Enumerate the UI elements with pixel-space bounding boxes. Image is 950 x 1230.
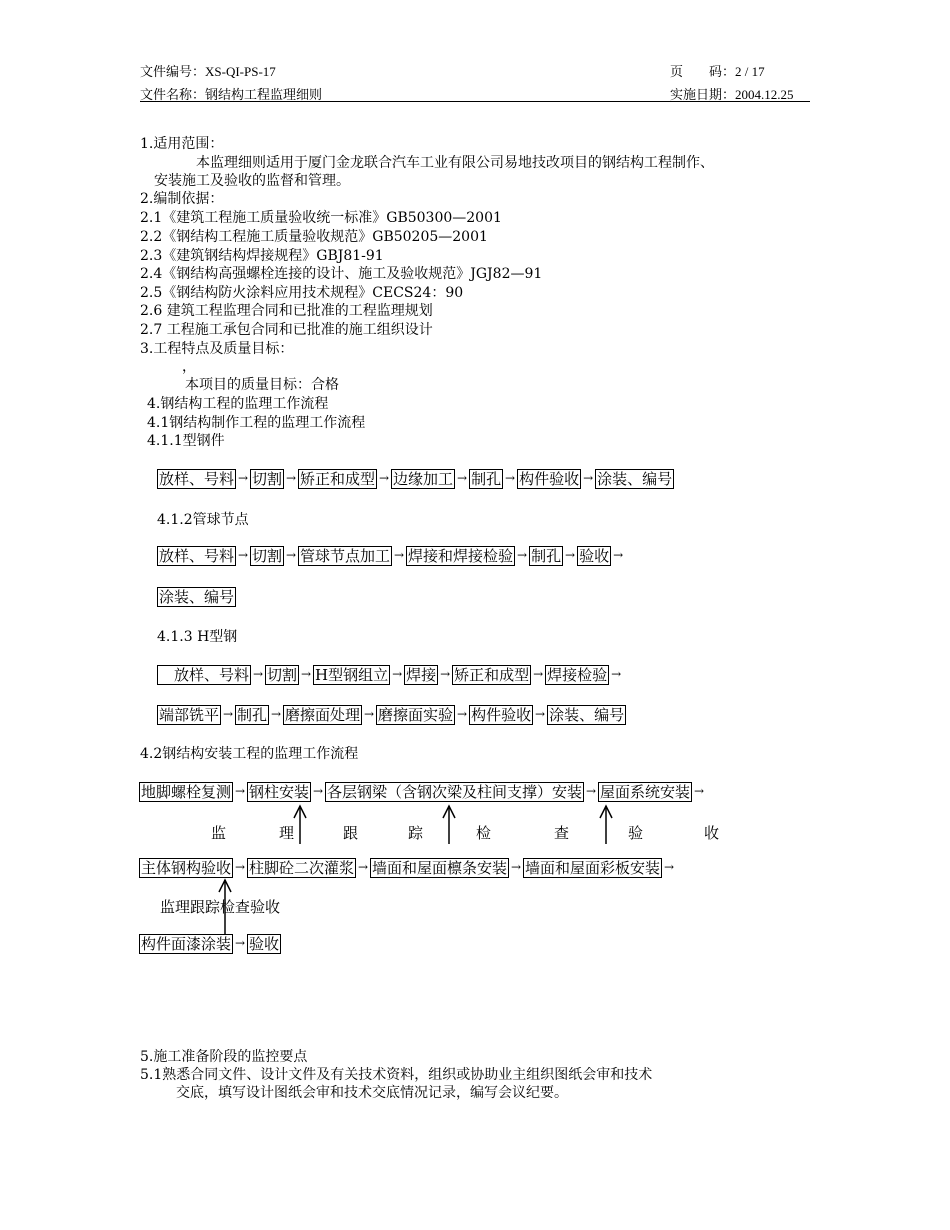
flow-step-box: 焊接 bbox=[406, 666, 437, 684]
flow-step-box: 边缘加工 bbox=[393, 470, 454, 488]
flow-step-box: 柱脚砼二次灌浆 bbox=[249, 859, 355, 877]
s2-item: 2.4《钢结构高强螺栓连接的设计、施工及验收规范》JGJ82—91 bbox=[140, 266, 543, 282]
right-arrow-icon: → bbox=[222, 707, 234, 721]
s2-item: 2.6 建筑工程监理合同和已批准的工程监理规划 bbox=[140, 303, 433, 319]
s411-title: 4.1.1型钢件 bbox=[147, 433, 225, 449]
s41-title: 4.1钢结构制作工程的监理工作流程 bbox=[147, 415, 366, 431]
right-arrow-icon: → bbox=[252, 667, 264, 681]
flow-step-box: 地脚螺栓复测 bbox=[141, 783, 232, 801]
flow-413-row2 bbox=[157, 705, 626, 726]
supervision-char: 监 bbox=[211, 824, 227, 842]
flow-step-box: 墙面和屋面檩条安装 bbox=[372, 859, 508, 877]
flow-step-box: 涂装、编号 bbox=[597, 470, 673, 488]
right-arrow-icon: → bbox=[286, 548, 297, 562]
s1-para-line2: 安装施工及验收的监督和管理。 bbox=[154, 173, 350, 189]
right-arrow-icon: → bbox=[364, 707, 375, 721]
s2-item: 2.3《建筑钢结构焊接规程》GBJ81-91 bbox=[140, 248, 384, 264]
supervision-char: 跟 bbox=[343, 824, 359, 842]
right-arrow-icon: → bbox=[457, 707, 468, 721]
s2-item: 2.1《建筑工程施工质量验收统一标准》GB50300—2001 bbox=[140, 210, 502, 226]
supervision-char: 验 bbox=[628, 824, 644, 842]
flow-step-box: 磨擦面实验 bbox=[378, 706, 454, 724]
flow-step-box: 构件验收 bbox=[471, 706, 532, 724]
right-arrow-icon: → bbox=[286, 471, 297, 485]
flow-step-box: 涂装、编号 bbox=[549, 706, 625, 724]
flow-step-box: 构件面漆涂装 bbox=[141, 935, 232, 953]
flow-411 bbox=[157, 469, 674, 490]
s413-title: 4.1.3 H型钢 bbox=[157, 629, 238, 645]
right-arrow-icon: → bbox=[358, 860, 369, 874]
flow-step-box: 验收 bbox=[579, 547, 610, 565]
flow-step-box: 放样、号料 bbox=[159, 470, 235, 488]
s2-item: 2.2《钢结构工程施工质量验收规范》GB50205—2001 bbox=[140, 229, 488, 245]
right-arrow-icon: → bbox=[611, 667, 622, 681]
right-arrow-icon: → bbox=[694, 784, 705, 798]
doc-number: 文件编号：XS-QI-PS-17 bbox=[140, 64, 276, 79]
s2-item: 2.5《钢结构防火涂料应用技术规程》CECS24：90 bbox=[140, 285, 464, 301]
right-arrow-icon: → bbox=[237, 471, 249, 485]
right-arrow-icon: → bbox=[392, 667, 403, 681]
right-arrow-icon: → bbox=[394, 548, 405, 562]
right-arrow-icon: → bbox=[505, 471, 516, 485]
right-arrow-icon: → bbox=[237, 548, 249, 562]
s4-title: 4.钢结构工程的监理工作流程 bbox=[147, 396, 329, 412]
flow-step-box: 焊接和焊接检验 bbox=[408, 547, 514, 565]
flow-step-box: 焊接检验 bbox=[547, 666, 608, 684]
flow-413-row1 bbox=[157, 665, 623, 686]
right-arrow-icon: → bbox=[517, 548, 528, 562]
supervision-char: 检 bbox=[476, 824, 492, 842]
flow-step-box: 构件验收 bbox=[519, 470, 580, 488]
s51-line1: 5.1熟悉合同文件、设计文件及有关技术资料，组织或协助业主组织图纸会审和技术 bbox=[140, 1067, 653, 1083]
right-arrow-icon: → bbox=[583, 471, 594, 485]
s51-line2: 交底，填写设计图纸会审和技术交底情况记录，编写会议纪要。 bbox=[176, 1085, 568, 1101]
page-number: 页 码：2 / 17 bbox=[670, 64, 765, 79]
right-arrow-icon: → bbox=[234, 784, 246, 798]
right-arrow-icon: → bbox=[234, 860, 246, 874]
s3-comma: ， bbox=[182, 359, 196, 375]
flow-step-box: 放样、号料 bbox=[159, 666, 250, 684]
s3-goal: 本项目的质量目标：合格 bbox=[185, 377, 339, 393]
s1-title: 1.适用范围： bbox=[140, 136, 224, 152]
s5-title: 5.施工准备阶段的监控要点 bbox=[140, 1049, 308, 1065]
flow-step-box: H型钢组立 bbox=[315, 666, 389, 684]
flow-step-box: 管球节点加工 bbox=[300, 547, 391, 565]
up-arrow-icon bbox=[292, 804, 308, 844]
right-arrow-icon: → bbox=[586, 784, 597, 798]
s42-title: 4.2钢结构安装工程的监理工作流程 bbox=[140, 746, 359, 762]
flow-42-row3 bbox=[139, 934, 281, 955]
supervision-char: 理 bbox=[279, 824, 295, 842]
impl-date: 实施日期：2004.12.25 bbox=[670, 87, 794, 102]
up-arrow-icon bbox=[598, 804, 614, 844]
flow-412-row1 bbox=[157, 546, 625, 567]
flow-step-box: 制孔 bbox=[237, 706, 268, 724]
flow-step-box: 各层钢梁（含钢次梁及柱间支撑）安装 bbox=[327, 783, 583, 801]
flow-step-box: 磨擦面处理 bbox=[285, 706, 361, 724]
header-rule bbox=[140, 101, 810, 102]
flow-412-row2 bbox=[157, 587, 236, 608]
right-arrow-icon: → bbox=[535, 707, 546, 721]
s1-para-line1: 本监理细则适用于厦门金龙联合汽车工业有限公司易地技改项目的钢结构工程制作、 bbox=[196, 155, 714, 171]
s3-title: 3.工程特点及质量目标： bbox=[140, 341, 294, 357]
right-arrow-icon: → bbox=[379, 471, 390, 485]
right-arrow-icon: → bbox=[313, 784, 324, 798]
flow-step-box: 矫正和成型 bbox=[300, 470, 376, 488]
supervision-char: 踪 bbox=[408, 824, 424, 842]
flow-step-box: 放样、号料 bbox=[159, 547, 235, 565]
flow-step-box: 主体钢构验收 bbox=[141, 859, 232, 877]
s2-item: 2.7 工程施工承包合同和已批准的施工组织设计 bbox=[140, 322, 433, 338]
doc-name: 文件名称：钢结构工程监理细则 bbox=[140, 87, 323, 102]
s412-title: 4.1.2管球节点 bbox=[157, 512, 249, 528]
supervision-line2: 监理跟踪检查验收 bbox=[160, 898, 281, 916]
flow-42-row1 bbox=[139, 782, 706, 803]
flow-step-box: 切割 bbox=[252, 470, 283, 488]
right-arrow-icon: → bbox=[511, 860, 522, 874]
flow-step-box: 切割 bbox=[252, 547, 283, 565]
flow-step-box: 制孔 bbox=[471, 470, 502, 488]
flow-step-box: 切割 bbox=[267, 666, 298, 684]
flow-42-row2 bbox=[139, 858, 676, 879]
right-arrow-icon: → bbox=[664, 860, 675, 874]
right-arrow-icon: → bbox=[565, 548, 576, 562]
flow-step-box: 屋面系统安装 bbox=[600, 783, 691, 801]
s2-title: 2.编制依据： bbox=[140, 191, 224, 207]
up-arrow-icon bbox=[441, 804, 457, 844]
flow-step-box: 墙面和屋面彩板安装 bbox=[525, 859, 661, 877]
right-arrow-icon: → bbox=[301, 667, 312, 681]
right-arrow-icon: → bbox=[457, 471, 468, 485]
flow-step-box: 矫正和成型 bbox=[454, 666, 530, 684]
flow-step-box: 端部铣平 bbox=[159, 706, 220, 724]
right-arrow-icon: → bbox=[234, 936, 246, 950]
right-arrow-icon: → bbox=[533, 667, 544, 681]
flow-step-box: 验收 bbox=[249, 935, 280, 953]
flow-step-box: 涂装、编号 bbox=[159, 588, 235, 606]
right-arrow-icon: → bbox=[613, 548, 624, 562]
flow-step-box: 制孔 bbox=[531, 547, 562, 565]
supervision-char: 查 bbox=[554, 824, 570, 842]
supervision-char: 收 bbox=[704, 824, 720, 842]
flow-step-box: 钢柱安装 bbox=[249, 783, 310, 801]
right-arrow-icon: → bbox=[440, 667, 451, 681]
right-arrow-icon: → bbox=[271, 707, 282, 721]
